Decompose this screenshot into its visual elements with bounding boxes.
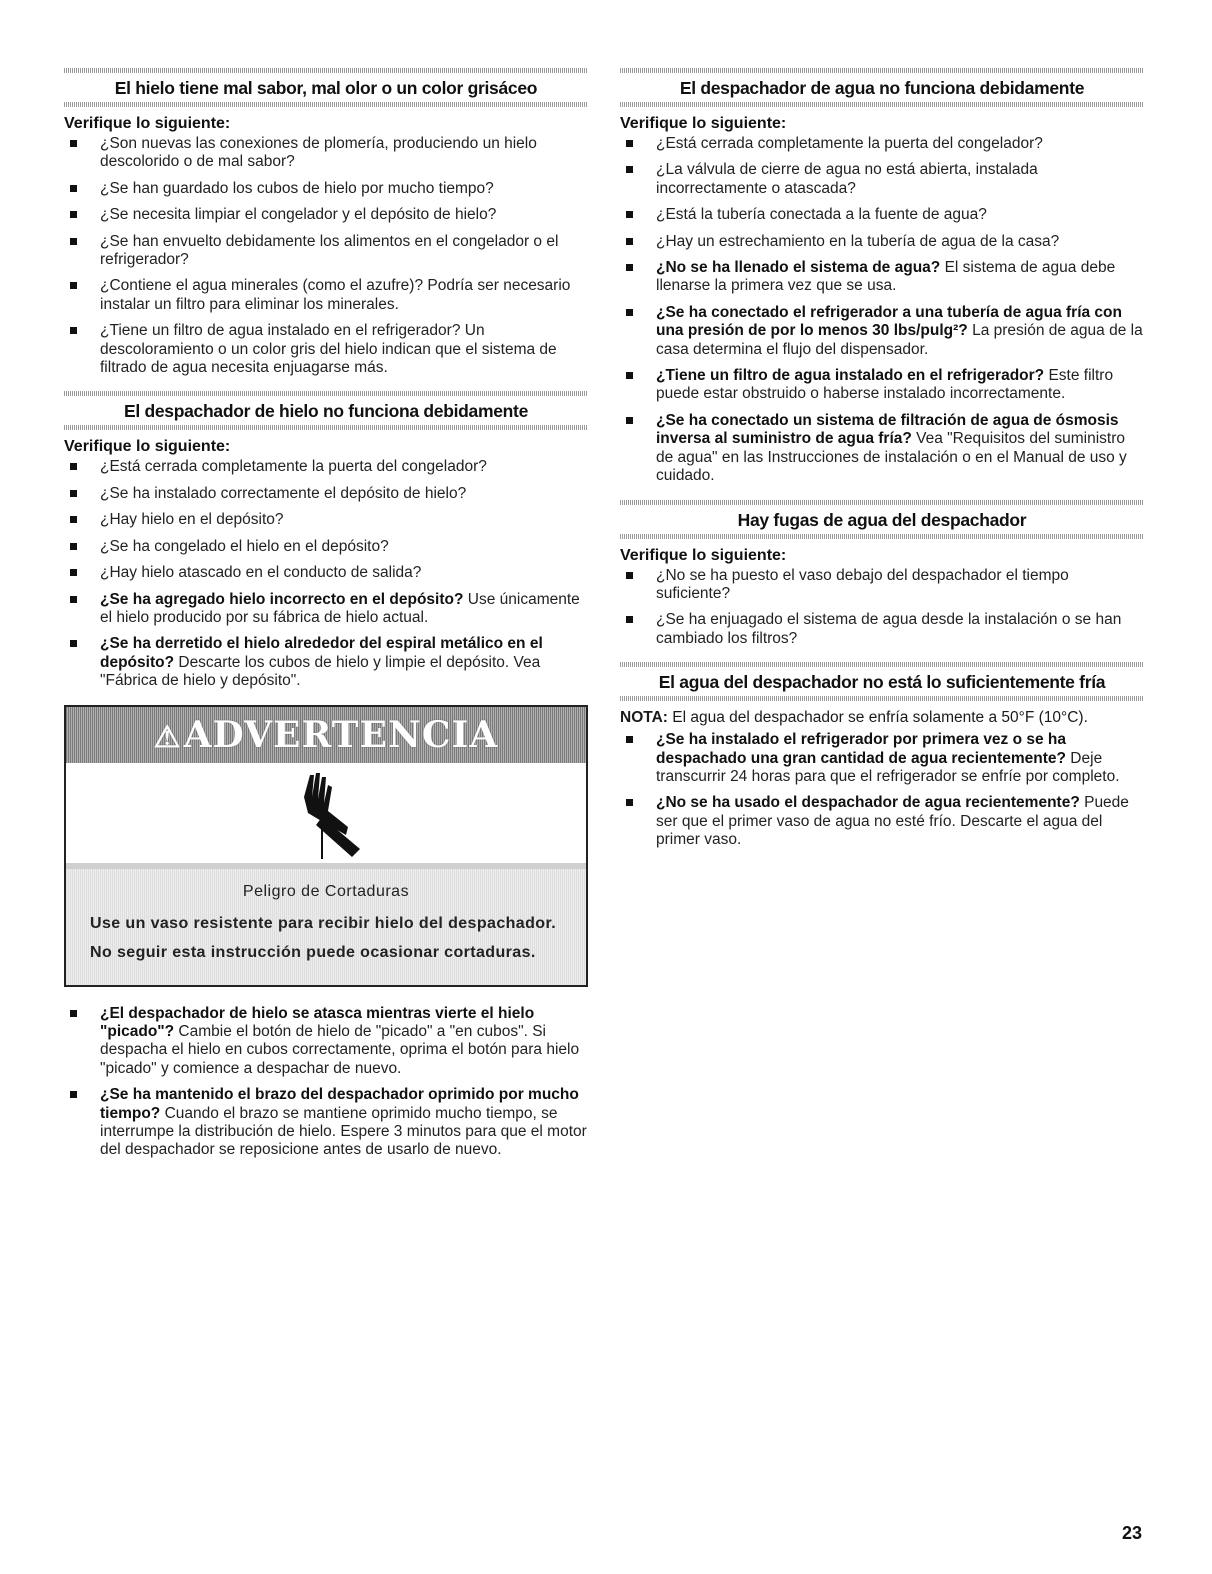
section-heading: El despachador de agua no funciona debidamente: [620, 62, 1144, 109]
bullet-icon: [70, 569, 77, 576]
list-item: ¿Son nuevas las conexiones de plomería, produciendo un hielo descolorido o de mal sabor?: [64, 135, 588, 172]
warning-banner-text: ADVERTENCIA: [183, 713, 499, 756]
checklist: [620, 135, 1144, 486]
section-heading: El hielo tiene mal sabor, mal olor o un color grisáceo: [64, 62, 588, 109]
bullet-icon: [70, 490, 77, 497]
check-label: Verifique lo siguiente:: [620, 546, 787, 564]
section-heading: El agua del despachador no está lo suficientemente fría: [620, 656, 1144, 703]
list-item: ¿Tiene un filtro de agua instalado en el refrigerador? Este filtro puede estar obstruido o haberse instalado incorrectamente.: [620, 367, 1144, 404]
page-number: 23: [1121, 1523, 1142, 1543]
checklist: [64, 135, 588, 377]
checklist: [620, 567, 1144, 649]
bullet-icon: [626, 166, 633, 173]
bullet-icon: [70, 516, 77, 523]
warning-body: [66, 869, 586, 985]
section-heading: El despachador de hielo no funciona debidamente: [64, 385, 588, 432]
list-item: ¿Se ha derretido el hielo alrededor del espiral metálico en el depósito? Descarte los cubos de hielo y limpie el depósito. Vea "Fábrica de hielo y depósito".: [64, 635, 588, 690]
section-ice-dispenser-continued: [64, 1005, 588, 1160]
list-item: ¿La válvula de cierre de agua no está abierta, instalada incorrectamente o atascada?: [620, 161, 1144, 198]
bullet-icon: [70, 140, 77, 147]
bullet-icon: [70, 596, 77, 603]
warning-text: No seguir esta instrucción puede ocasionar cortaduras.: [90, 943, 536, 961]
list-item: ¿Se ha instalado el refrigerador por primera vez o se ha despachado una gran cantidad de agua recientemente? Deje transcurrir 24 horas para que el refrigerador se enfríe por completo.: [620, 731, 1144, 786]
bullet-icon: [626, 417, 633, 424]
list-item: ¿Hay hielo atascado en el conducto de salida?: [64, 564, 588, 582]
list-item: ¿Tiene un filtro de agua instalado en el refrigerador? Un descoloramiento o un color gris del hielo indican que el sistema de filtrado de agua necesita enjuagarse más.: [64, 322, 588, 377]
section-ice-bad-taste: [64, 62, 588, 377]
bullet-icon: [70, 185, 77, 192]
list-item: ¿Está cerrada completamente la puerta del congelador?: [620, 135, 1144, 153]
warning-banner: [66, 707, 586, 763]
list-item: ¿Hay un estrechamiento en la tubería de agua de la casa?: [620, 233, 1144, 251]
list-item: ¿Se necesita limpiar el congelador y el depósito de hielo?: [64, 206, 588, 224]
list-item: ¿Se han envuelto debidamente los alimentos en el congelador o el refrigerador?: [64, 233, 588, 270]
list-item: ¿Está cerrada completamente la puerta del congelador?: [64, 458, 588, 476]
list-item: ¿No se ha puesto el vaso debajo del despachador el tiempo suficiente?: [620, 567, 1144, 604]
warning-triangle-icon: ⚠: [153, 719, 182, 755]
bullet-icon: [70, 463, 77, 470]
list-item: ¿Hay hielo en el depósito?: [64, 511, 588, 529]
list-item: ¿Se ha enjuagado el sistema de agua desde la instalación o se han cambiado los filtros?: [620, 611, 1144, 648]
list-item: ¿Se han guardado los cubos de hielo por mucho tiempo?: [64, 180, 588, 198]
left-column: [64, 62, 588, 1168]
list-item: ¿Se ha agregado hielo incorrecto en el depósito? Use únicamente el hielo producido por su fábrica de hielo actual.: [64, 591, 588, 628]
check-label: Verifique lo siguiente:: [620, 115, 787, 132]
bullet-icon: [626, 799, 633, 806]
bullet-icon: [70, 211, 77, 218]
list-item: ¿Contiene el agua minerales (como el azufre)? Podría ser necesario instalar un filtro para eliminar los minerales.: [64, 277, 588, 314]
right-column: [620, 62, 1144, 858]
bullet-icon: [626, 372, 633, 379]
bullet-icon: [70, 1010, 77, 1017]
bullet-icon: [70, 1091, 77, 1098]
checklist: [64, 1005, 588, 1160]
warning-box: [64, 705, 588, 987]
list-item: ¿Se ha conectado un sistema de filtración de agua de ósmosis inversa al suministro de agua fría? Vea "Requisitos del suministro de agua" en las Instrucciones de instalación o en el Manual de uso y cuidado.: [620, 412, 1144, 486]
cut-hazard-figure: [66, 763, 586, 869]
checklist: [620, 731, 1144, 849]
list-item: ¿Se ha congelado el hielo en el depósito?: [64, 538, 588, 556]
list-item: ¿Está la tubería conectada a la fuente de agua?: [620, 206, 1144, 224]
section-water-dispenser: [620, 62, 1144, 486]
list-item: ¿Se ha instalado correctamente el depósito de hielo?: [64, 485, 588, 503]
list-item: ¿No se ha llenado el sistema de agua? El sistema de agua debe llenarse la primera vez que se usa.: [620, 259, 1144, 296]
checklist: [64, 458, 588, 690]
check-label: Verifique lo siguiente:: [64, 438, 231, 456]
list-item: ¿No se ha usado el despachador de agua recientemente? Puede ser que el primer vaso de agua no esté frío. Descarte el agua del primer vaso.: [620, 794, 1144, 849]
note-text: NOTA: El agua del despachador se enfría solamente a 50°F (10°C).: [620, 709, 1088, 727]
bullet-icon: [70, 327, 77, 334]
bullet-icon: [626, 616, 633, 623]
list-item: ¿El despachador de hielo se atasca mientras vierte el hielo "picado"? Cambie el botón de hielo de "picado" a "en cubos". Si despacha el hielo en cubos correctamente, oprima el botón para hielo "picado" y comience a despachar de nuevo.: [64, 1005, 588, 1079]
bullet-icon: [70, 282, 77, 289]
section-water-not-cold: [620, 656, 1144, 849]
bullet-icon: [70, 640, 77, 647]
bullet-icon: [626, 140, 633, 147]
warning-text: Use un vaso resistente para recibir hielo del despachador.: [90, 914, 557, 932]
bullet-icon: [626, 238, 633, 245]
warning-title: Peligro de Cortaduras: [242, 882, 410, 900]
bullet-icon: [626, 211, 633, 218]
section-water-leaks: [620, 494, 1144, 649]
section-heading: Hay fugas de agua del despachador: [620, 494, 1144, 541]
check-label: Verifique lo siguiente:: [64, 115, 231, 132]
bullet-icon: [70, 543, 77, 550]
bullet-icon: [626, 736, 633, 743]
bullet-icon: [626, 264, 633, 271]
section-ice-dispenser: [64, 385, 588, 690]
bullet-icon: [626, 572, 633, 579]
list-item: ¿Se ha conectado el refrigerador a una tubería de agua fría con una presión de por lo menos 30 lbs/pulg²? La presión de agua de la casa determina el flujo del dispensador.: [620, 304, 1144, 359]
bullet-icon: [626, 309, 633, 316]
bullet-icon: [70, 238, 77, 245]
list-item: ¿Se ha mantenido el brazo del despachador oprimido por mucho tiempo? Cuando el brazo se mantiene oprimido mucho tiempo, se interrumpe la distribución de hielo. Espere 3 minutos para que el motor del despachador se reposicione antes de usarlo de nuevo.: [64, 1086, 588, 1160]
cut-hand-icon: [282, 767, 372, 859]
